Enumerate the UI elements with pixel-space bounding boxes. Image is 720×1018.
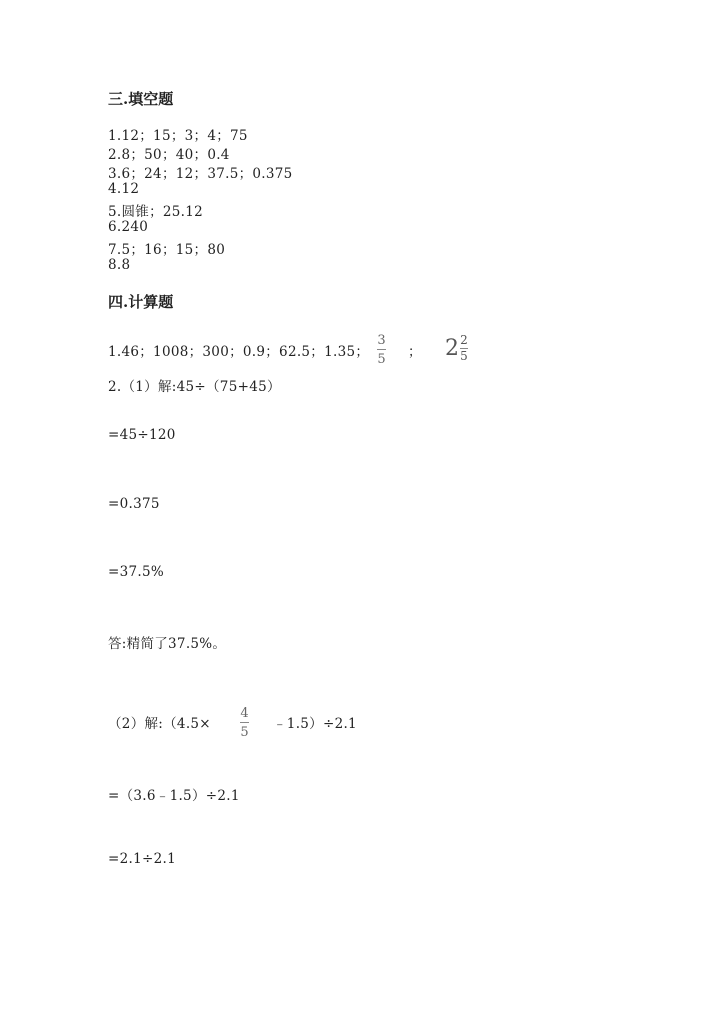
fraction-numerator: 3 xyxy=(377,333,386,348)
calc-step: =37.5% xyxy=(108,564,164,580)
answer-line-2: 2.8；50；40；0.4 xyxy=(108,147,230,163)
answer-line-7: 7.5；16；15；80 xyxy=(108,242,226,258)
calc-answer-line-1: 1.46；1008；300；0.9；62.5；1.35； xyxy=(108,344,370,360)
answer-line-6: 6.240 xyxy=(108,219,149,235)
answer-line-1: 1.12；15；3；4；75 xyxy=(108,128,248,144)
answer-line-5: 5.圆锥；25.12 xyxy=(108,204,204,220)
fraction-denominator: 5 xyxy=(377,352,386,367)
separator: ； xyxy=(408,344,422,360)
mixed-fraction xyxy=(460,334,468,363)
section-heading-calculation: 四.计算题 xyxy=(108,293,174,311)
fraction-three-fifths xyxy=(377,333,386,367)
calc-step: =45÷120 xyxy=(108,427,176,443)
answer-line-4: 4.12 xyxy=(108,181,140,197)
fraction-four-fifths xyxy=(240,706,249,740)
mixed-denominator: 5 xyxy=(460,349,468,363)
calc-step: =0.375 xyxy=(108,496,160,512)
calc-q2-part1-line: 2.（1）解:45÷（75+45） xyxy=(108,379,281,395)
fraction-bar xyxy=(377,349,386,350)
answer-line-3: 3.6；24；12；37.5；0.375 xyxy=(108,166,293,182)
calc-step: =（3.6﹣1.5）÷2.1 xyxy=(108,788,240,804)
fraction-denominator: 5 xyxy=(240,725,249,740)
mixed-numerator: 2 xyxy=(460,333,468,347)
fraction-numerator: 4 xyxy=(240,706,249,721)
mixed-number-two-and-two-fifths xyxy=(445,334,468,363)
mixed-whole: 2 xyxy=(445,336,459,361)
fraction-bar xyxy=(240,722,249,723)
calc-step: =2.1÷2.1 xyxy=(108,851,176,867)
section-heading-fill-blank: 三.填空题 xyxy=(108,90,174,108)
answer-line-8: 8.8 xyxy=(108,257,131,273)
calc-q2-part2-prefix: （2）解:（4.5× xyxy=(108,716,211,732)
calc-q2-part2-suffix: ﹣1.5）÷2.1 xyxy=(273,716,357,732)
calc-answer-statement: 答:精简了37.5%。 xyxy=(108,636,227,652)
